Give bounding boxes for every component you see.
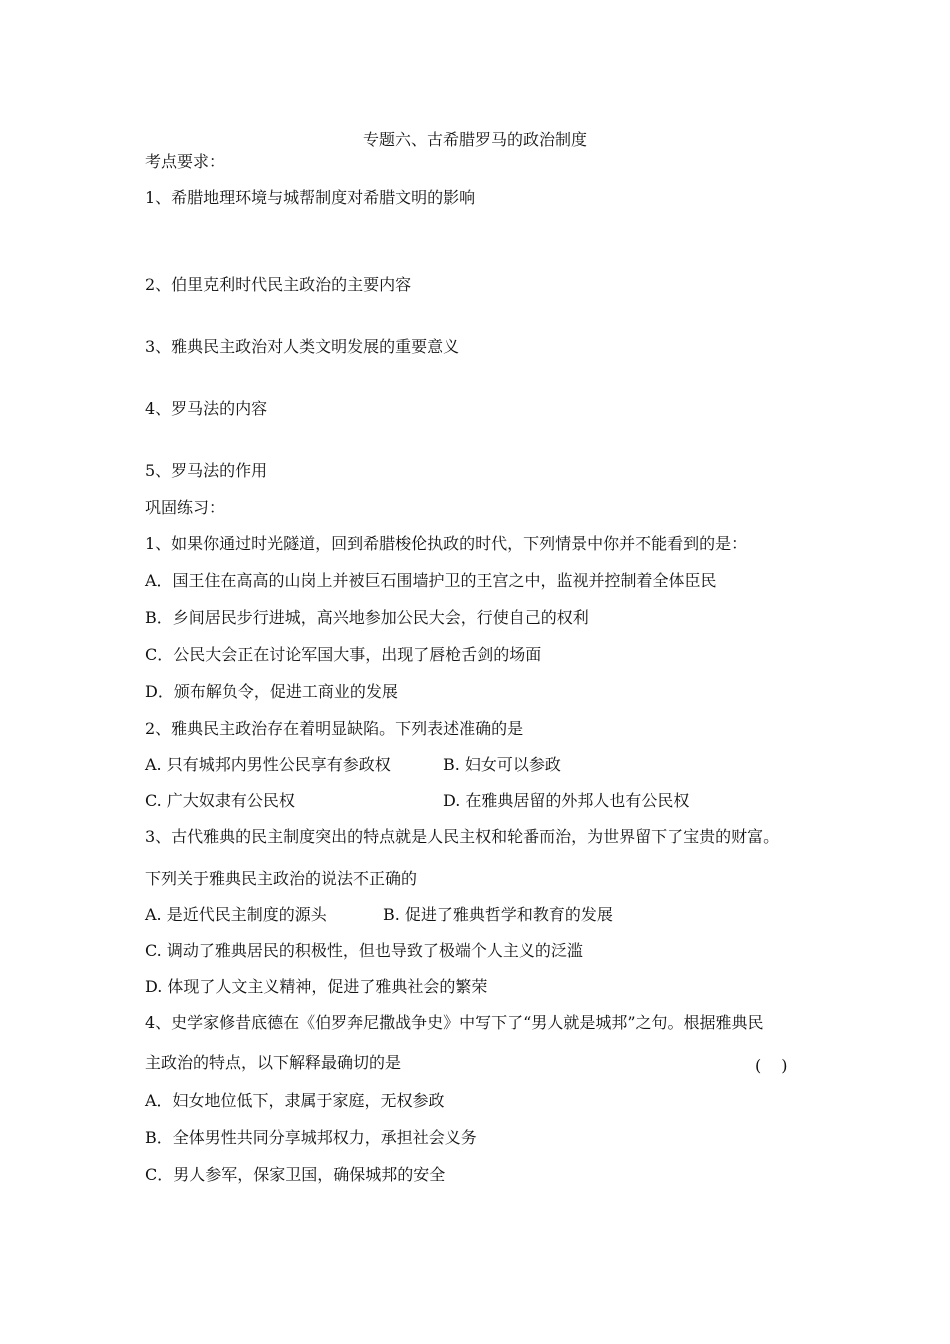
requirement-item-1: 1、希腊地理环境与城帮制度对希腊文明的影响	[145, 188, 476, 207]
requirements-heading: 考点要求：	[145, 152, 226, 171]
question-1-option-c: C．公民大会正在讨论军国大事，出现了唇枪舌剑的场面	[145, 645, 542, 664]
question-3-option-a: A. 是近代民主制度的源头	[145, 905, 327, 924]
question-1-option-a: A．国王住在高高的山岗上并被巨石围墙护卫的王宫之中，监视并控制着全体臣民	[145, 571, 717, 590]
requirement-item-4: 4、罗马法的内容	[145, 399, 268, 418]
question-3-option-b: B. 促进了雅典哲学和教育的发展	[383, 905, 613, 924]
requirement-item-2: 2、伯里克利时代民主政治的主要内容	[145, 275, 412, 294]
question-4-option-a: A．妇女地位低下，隶属于家庭，无权参政	[145, 1091, 445, 1110]
question-4-option-c: C．男人参军，保家卫国，确保城邦的安全	[145, 1165, 446, 1184]
requirement-item-3: 3、雅典民主政治对人类文明发展的重要意义	[145, 337, 460, 356]
question-3-stem-line-1: 3、古代雅典的民主制度突出的特点就是人民主权和轮番而治，为世界留下了宝贵的财富。	[145, 827, 780, 846]
question-4-option-b: B．全体男性共同分享城邦权力，承担社会义务	[145, 1128, 477, 1147]
question-4-stem-line-2: 主政治的特点，以下解释最确切的是	[145, 1053, 402, 1072]
question-1-stem: 1、如果你通过时光隧道，回到希腊梭伦执政的时代，下列情景中你并不能看到的是：	[145, 534, 748, 553]
question-1-option-b: B．乡间居民步行进城，高兴地参加公民大会，行使自己的权利	[145, 608, 589, 627]
question-2-option-b: B. 妇女可以参政	[443, 755, 561, 774]
requirement-item-5: 5、罗马法的作用	[145, 461, 268, 480]
question-2-option-a: A. 只有城邦内男性公民享有参政权	[145, 755, 391, 774]
question-3-stem-line-2: 下列关于雅典民主政治的说法不正确的	[145, 869, 418, 888]
question-1-option-d: D．颁布解负令，促进工商业的发展	[145, 682, 398, 701]
question-2-option-d: D. 在雅典居留的外邦人也有公民权	[443, 791, 690, 810]
question-4-stem-line-1: 4、史学家修昔底德在《伯罗奔尼撒战争史》中写下了“男人就是城邦”之句。根据雅典民	[145, 1013, 764, 1032]
question-3-option-c: C. 调动了雅典居民的积极性，但也导致了极端个人主义的泛滥	[145, 941, 583, 960]
question-3-option-d: D. 体现了人文主义精神，促进了雅典社会的繁荣	[145, 977, 488, 996]
practice-heading: 巩固练习：	[145, 498, 226, 517]
answer-blank: ( )	[755, 1056, 790, 1075]
page-title: 专题六、古希腊罗马的政治制度	[362, 130, 587, 149]
question-2-option-c: C. 广大奴隶有公民权	[145, 791, 295, 810]
question-2-stem: 2、雅典民主政治存在着明显缺陷。下列表述准确的是	[145, 719, 524, 738]
